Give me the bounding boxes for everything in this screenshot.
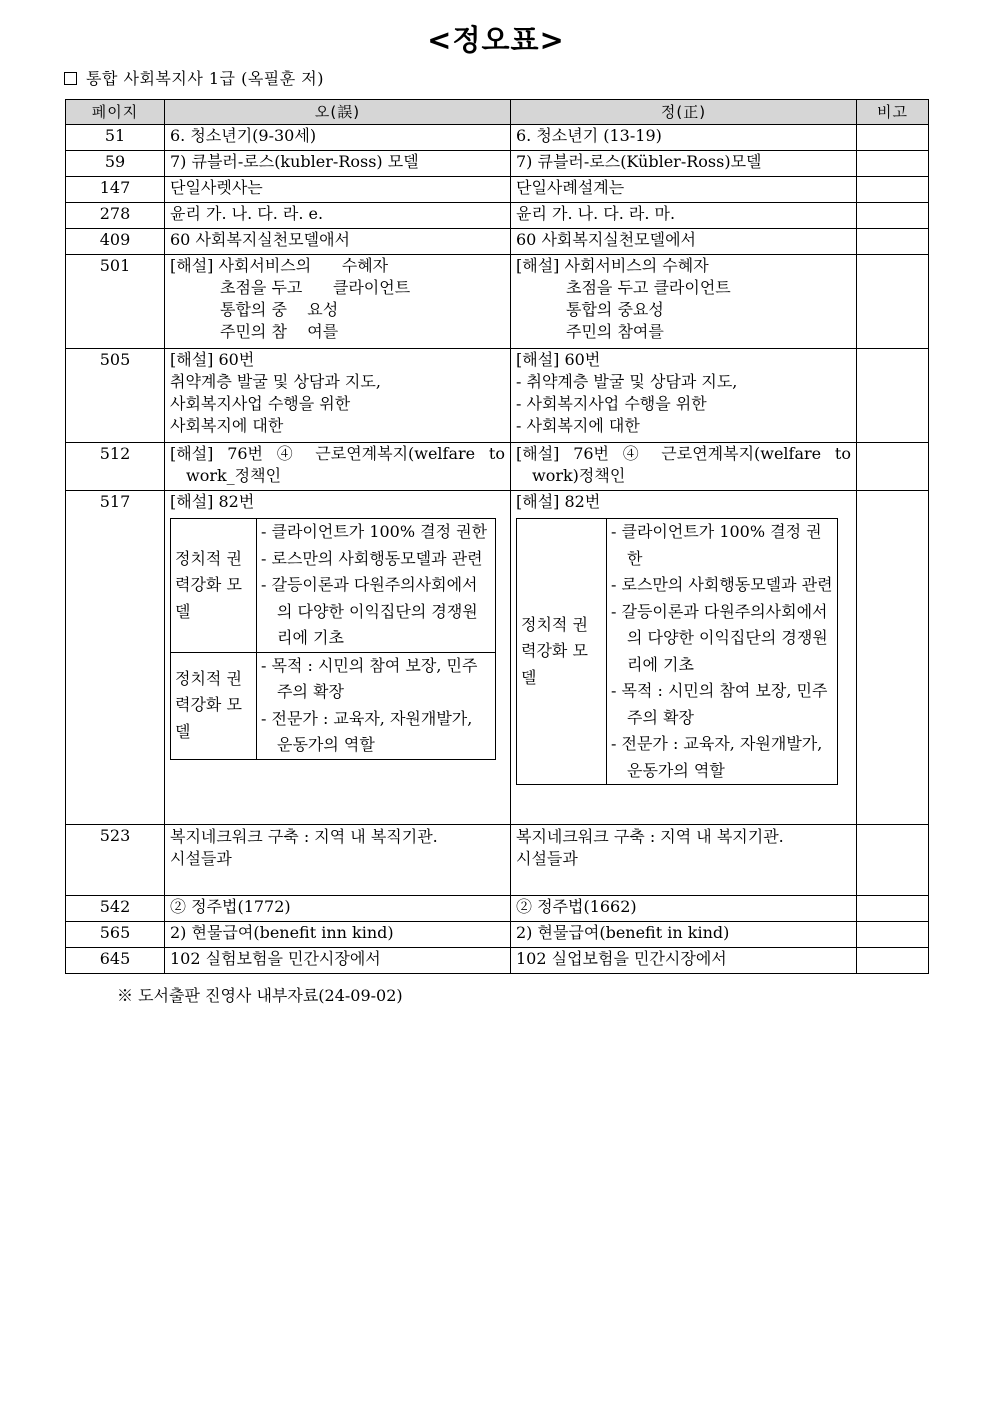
right-line: 시설들과 (516, 849, 578, 868)
wrong-text (165, 443, 511, 491)
page-number: 565 (66, 922, 165, 948)
wrong-line: 사회복지에 대한 (170, 416, 284, 435)
right-text (511, 255, 857, 349)
note-cell (857, 151, 929, 177)
wrong-line: 사회복지사업 수행을 위한 (170, 394, 351, 413)
wrong-model-table (170, 518, 496, 760)
subtitle-text: 통합 사회복지사 1급 (옥필훈 저) (86, 69, 324, 88)
book-subtitle (64, 66, 324, 89)
table-row (66, 125, 929, 151)
right-line: 주민의 참여를 (566, 322, 664, 341)
table-row (66, 255, 929, 349)
right-line: work)정책인 (532, 466, 626, 485)
right-line: [해설] 60번 (516, 350, 601, 369)
note-cell (857, 825, 929, 896)
model-item: - 로스만의 사회행동모델과 관련 (611, 575, 833, 594)
wrong-line: [해설] 60번 (170, 350, 255, 369)
model-item: - 갈등이론과 다원주의사회에서의 다양한 이익집단의 경쟁원리에 기초 (261, 575, 478, 647)
page-number: 512 (66, 443, 165, 491)
table-header-row (66, 100, 929, 125)
note-cell (857, 948, 929, 974)
model-item: - 클라이언트가 100% 결정 권한 (611, 522, 822, 568)
page-number: 278 (66, 203, 165, 229)
table-row (66, 229, 929, 255)
right-line: - 취약계층 발굴 및 상담과 지도, (516, 372, 738, 391)
errata-table (65, 99, 929, 974)
wrong-line: 취약계층 발굴 및 상담과 지도, (170, 372, 381, 391)
model-item: - 갈등이론과 다원주의사회에서의 다양한 이익집단의 경쟁원리에 기초 (611, 601, 828, 674)
wrong-text: 60 사회복지실천모델애서 (165, 229, 511, 255)
note-cell (857, 203, 929, 229)
model-label: 정치적 권력강화 모델 (171, 519, 257, 653)
right-text: 6. 청소년기 (13-19) (511, 125, 857, 151)
wrong-text: 7) 큐블러-로스(kubler-Ross) 모델 (165, 151, 511, 177)
model-item: - 전문가 : 교육자, 자원개발가, 운동가의 역할 (611, 734, 823, 780)
wrong-text: 6. 청소년기(9-30세) (165, 125, 511, 151)
page-number: 517 (66, 491, 165, 825)
right-model-table (516, 518, 838, 785)
wrong-line: [해설] 사회서비스의 수혜자 (170, 256, 389, 275)
wrong-text: 단일사렛사는 (165, 177, 511, 203)
page-number: 523 (66, 825, 165, 896)
wrong-line: [해설] 76번 ④ 근로연계복지(welfare to (170, 444, 505, 463)
page-number: 542 (66, 896, 165, 922)
page-number: 51 (66, 125, 165, 151)
right-text: 60 사회복지실천모델에서 (511, 229, 857, 255)
note-cell (857, 922, 929, 948)
model-row (171, 652, 496, 759)
wrong-text: 윤리 가. 나. 다. 라. e. (165, 203, 511, 229)
wrong-line: [해설] 82번 (170, 492, 255, 511)
note-cell (857, 896, 929, 922)
table-row (66, 443, 929, 491)
right-text: 2) 현물급여(benefit in kind) (511, 922, 857, 948)
page-number: 501 (66, 255, 165, 349)
wrong-line: 통합의 중 요성 (220, 300, 339, 319)
table-row (66, 948, 929, 974)
table-row (66, 922, 929, 948)
right-line: - 사회복지에 대한 (516, 416, 640, 435)
page-number: 409 (66, 229, 165, 255)
note-cell (857, 125, 929, 151)
table-row (66, 825, 929, 896)
right-text: 102 실업보험을 민간시장에서 (511, 948, 857, 974)
wrong-text (165, 255, 511, 349)
checkbox-square-icon (64, 72, 77, 85)
wrong-line: 시설들과 (170, 849, 232, 868)
model-item: - 클라이언트가 100% 결정 권한 (261, 522, 488, 541)
wrong-text (165, 825, 511, 896)
model-item: - 목적 : 시민의 참여 보장, 민주주의 확장 (611, 681, 828, 727)
right-text (511, 349, 857, 443)
wrong-line: 복지네크워크 구축 : 지역 내 복직기관. (170, 827, 438, 846)
right-text: 윤리 가. 나. 다. 라. 마. (511, 203, 857, 229)
model-items (607, 519, 838, 785)
right-text (511, 825, 857, 896)
right-text (511, 443, 857, 491)
model-item: - 로스만의 사회행동모델과 관련 (261, 548, 483, 568)
wrong-text: 2) 현물급여(benefit inn kind) (165, 922, 511, 948)
page-title: <정오표> (427, 23, 565, 57)
model-row (171, 519, 496, 653)
model-row (517, 519, 838, 785)
page-number: 645 (66, 948, 165, 974)
header-note: 비고 (857, 100, 929, 125)
wrong-text (165, 491, 511, 825)
footnote: ※ 도서출판 진영사 내부자료(24-09-02) (117, 986, 403, 1005)
header-page: 페이지 (66, 100, 165, 125)
wrong-line: 주민의 참 여를 (220, 322, 339, 341)
right-line: [해설] 사회서비스의 수혜자 (516, 256, 709, 275)
right-text: 7) 큐블러-로스(Kübler-Ross)모델 (511, 151, 857, 177)
wrong-text (165, 349, 511, 443)
note-cell (857, 255, 929, 349)
right-line: 통합의 중요성 (566, 300, 664, 319)
table-row (66, 491, 929, 825)
right-line: - 사회복지사업 수행을 위한 (516, 394, 707, 413)
table-row (66, 349, 929, 443)
note-cell (857, 491, 929, 825)
table-row (66, 151, 929, 177)
note-cell (857, 443, 929, 491)
note-cell (857, 229, 929, 255)
table-row (66, 203, 929, 229)
right-line: [해설] 82번 (516, 492, 601, 511)
right-line: [해설] 76번 ④ 근로연계복지(welfare to (516, 444, 851, 463)
table-row (66, 177, 929, 203)
wrong-text: 102 실험보험을 민간시장에서 (165, 948, 511, 974)
page-number: 59 (66, 151, 165, 177)
page-number: 505 (66, 349, 165, 443)
model-label: 정치적 권력강화 모델 (517, 519, 607, 785)
right-text: ② 정주법(1662) (511, 896, 857, 922)
model-items (257, 519, 496, 653)
model-item: - 전문가 : 교육자, 자원개발가, 운동가의 역할 (261, 708, 473, 754)
header-right: 정(正) (511, 100, 857, 125)
note-cell (857, 177, 929, 203)
right-text: 단일사례설계는 (511, 177, 857, 203)
right-text (511, 491, 857, 825)
table-row (66, 896, 929, 922)
wrong-line: work_정책인 (186, 466, 282, 485)
right-line: 복지네크워크 구축 : 지역 내 복지기관. (516, 827, 784, 846)
right-line: 초점을 두고 클라이언트 (566, 278, 731, 297)
model-items (257, 652, 496, 759)
model-label: 정치적 권력강화 모델 (171, 652, 257, 759)
model-item: - 목적 : 시민의 참여 보장, 민주주의 확장 (261, 655, 478, 701)
note-cell (857, 349, 929, 443)
header-wrong: 오(誤) (165, 100, 511, 125)
page-number: 147 (66, 177, 165, 203)
wrong-text: ② 정주법(1772) (165, 896, 511, 922)
wrong-line: 초점을 두고 클라이언트 (220, 278, 411, 297)
